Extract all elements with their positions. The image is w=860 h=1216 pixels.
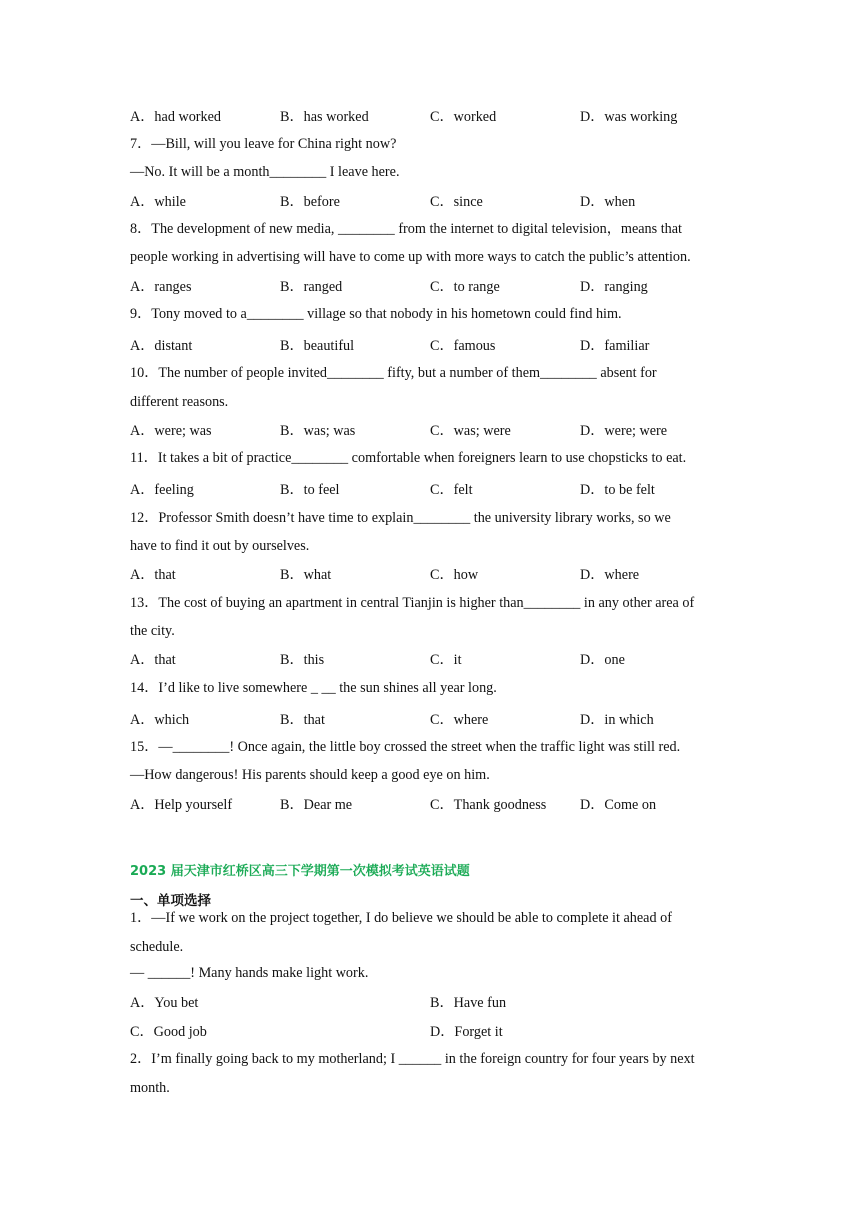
q15-stem-line-2: —How dangerous! His parents should keep a good eye on him. — [130, 767, 490, 783]
q14-option-a: A．which — [130, 712, 190, 728]
q11-option-b: B．to feel — [280, 482, 340, 498]
q12-option-a: A．that — [130, 567, 176, 583]
q10-option-b: B．was; was — [280, 423, 356, 439]
q7-stem-line-2: —No. It will be a month________ I leave here. — [130, 164, 400, 180]
q6-option-a: A．had worked — [130, 109, 222, 125]
q12-option-d: D．where — [580, 567, 640, 583]
exam-title: 2023 届天津市红桥区高三下学期第一次模拟考试英语试题 — [130, 864, 470, 879]
s1-stem-line-1: 1．—If we work on the project together, I do believe we should be able to complete it ahead of — [130, 910, 672, 926]
q8-option-a: A．ranges — [130, 279, 192, 295]
s1-option-d: D．Forget it — [430, 1024, 503, 1040]
q10-stem-line-2: different reasons. — [130, 394, 229, 410]
s1-option-a: A．You bet — [130, 995, 199, 1011]
s1-stem-line-2: schedule. — [130, 939, 184, 955]
q8-stem-line-1: 8．The development of new media, ________ from the internet to digital television，means that — [130, 221, 682, 237]
q12-option-c: C．how — [430, 567, 479, 583]
q10-option-d: D．were; were — [580, 423, 668, 439]
q8-option-d: D．ranging — [580, 279, 648, 295]
q9-option-d: D．familiar — [580, 338, 650, 354]
s2-stem-line-2: month. — [130, 1080, 170, 1096]
q9-stem-line-1: 9．Tony moved to a________ village so that nobody in his hometown could find him. — [130, 306, 622, 322]
q13-option-d: D．one — [580, 652, 625, 668]
q13-stem-line-1: 13．The cost of buying an apartment in central Tianjin is higher than________ in any other area of — [130, 595, 695, 611]
q10-option-c: C．was; were — [430, 423, 511, 439]
q9-option-a: A．distant — [130, 338, 193, 354]
q7-option-c: C．since — [430, 194, 483, 210]
q11-option-a: A．feeling — [130, 482, 194, 498]
q11-option-d: D．to be felt — [580, 482, 655, 498]
q15-option-d: D．Come on — [580, 797, 657, 813]
s2-stem-line-1: 2．I’m finally going back to my motherland; I ______ in the foreign country for four years by next — [130, 1051, 695, 1067]
q15-option-c: C．Thank goodness — [430, 797, 547, 813]
q12-stem-line-2: have to find it out by ourselves. — [130, 538, 310, 554]
q10-stem-line-1: 10．The number of people invited________ fifty, but a number of them________ absent for — [130, 365, 657, 381]
q13-option-a: A．that — [130, 652, 176, 668]
q13-option-b: B．this — [280, 652, 325, 668]
q14-stem-line-1: 14．I’d like to live somewhere _ __ the sun shines all year long. — [130, 680, 497, 696]
q14-option-d: D．in which — [580, 712, 654, 728]
q9-option-b: B．beautiful — [280, 338, 355, 354]
q8-option-b: B．ranged — [280, 279, 343, 295]
s1-option-c: C．Good job — [130, 1024, 207, 1040]
q11-option-c: C．felt — [430, 482, 473, 498]
q7-option-d: D．when — [580, 194, 636, 210]
q6-option-b: B．has worked — [280, 109, 369, 125]
q13-option-c: C．it — [430, 652, 462, 668]
q10-option-a: A．were; was — [130, 423, 212, 439]
q12-option-b: B．what — [280, 567, 332, 583]
q14-option-b: B．that — [280, 712, 325, 728]
q12-stem-line-1: 12．Professor Smith doesn’t have time to explain________ the university library works, so we — [130, 510, 671, 526]
q8-option-c: C．to range — [430, 279, 500, 295]
s1-stem-line-3: — ______! Many hands make light work. — [130, 965, 369, 981]
s1-option-b: B．Have fun — [430, 995, 507, 1011]
q6-option-c: C．worked — [430, 109, 497, 125]
q9-option-c: C．famous — [430, 338, 496, 354]
section-heading: 一、单项选择 — [130, 893, 211, 909]
q6-option-d: D．was working — [580, 109, 678, 125]
q8-stem-line-2: people working in advertising will have to come up with more ways to catch the public’s attention. — [130, 249, 691, 265]
q15-option-a: A．Help yourself — [130, 797, 233, 813]
q7-stem-line-1: 7．—Bill, will you leave for China right now? — [130, 136, 397, 152]
q15-stem-line-1: 15．—________! Once again, the little boy crossed the street when the traffic light was still red. — [130, 739, 681, 755]
q15-option-b: B．Dear me — [280, 797, 353, 813]
q13-stem-line-2: the city. — [130, 623, 175, 639]
q11-stem-line-1: 11．It takes a bit of practice________ comfortable when foreigners learn to use chopsticks to eat. — [130, 450, 687, 466]
q14-option-c: C．where — [430, 712, 489, 728]
q7-option-b: B．before — [280, 194, 340, 210]
q7-option-a: A．while — [130, 194, 186, 210]
